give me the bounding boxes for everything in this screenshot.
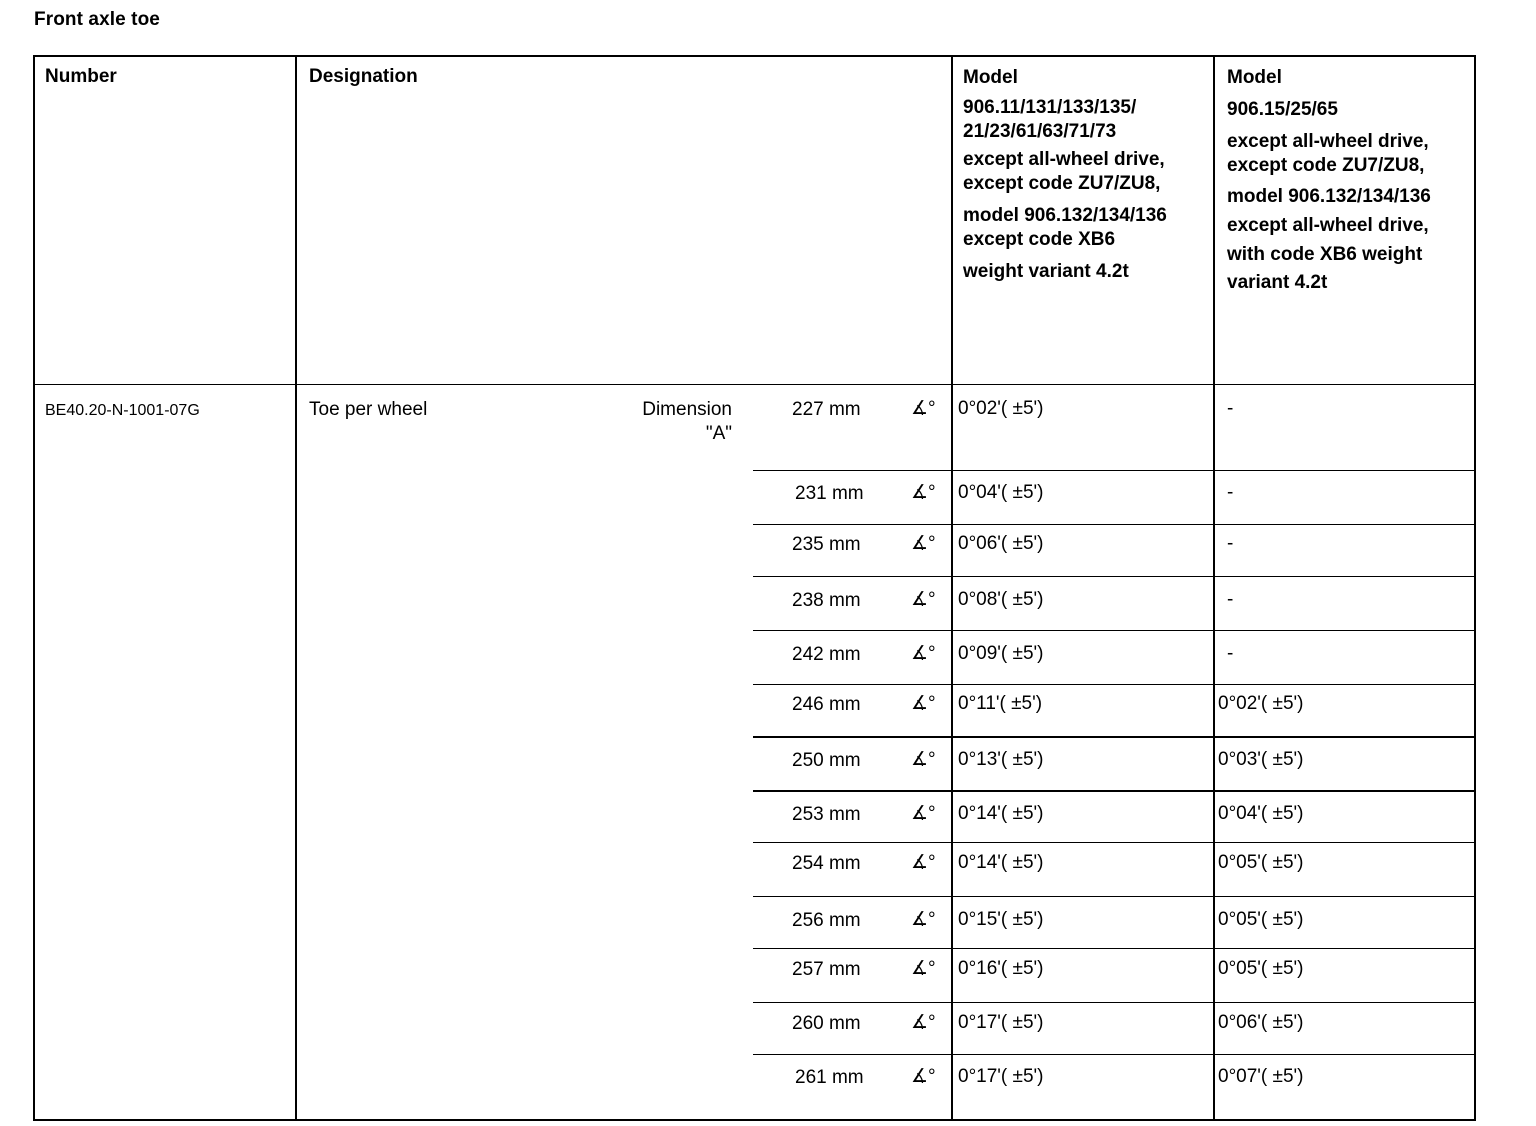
header-model-a-line: except code ZU7/ZU8, [963,173,1161,194]
angle-icon: ∡° [911,1066,936,1087]
toe-value-model-a: 0°08'( ±5') [958,589,1044,610]
angle-icon: ∡° [911,749,936,770]
toe-value-model-b: 0°05'( ±5') [1218,852,1304,873]
dimension-value: 260 mm [792,1013,861,1034]
toe-value-model-a: 0°11'( ±5') [958,693,1043,714]
toe-value-model-b: 0°04'( ±5') [1218,803,1304,824]
header-model-a-line: 21/23/61/63/71/73 [963,121,1117,142]
column-divider-designation [951,57,953,1119]
angle-icon: ∡° [911,909,936,930]
row-divider [753,524,1474,525]
header-model-b-line: variant 4.2t [1227,272,1328,293]
row-divider [753,470,1474,471]
dimension-label-line1: Dimension [642,399,732,420]
row-divider [753,1054,1474,1055]
header-model-a-line: except all-wheel drive, [963,149,1165,170]
dimension-value: 253 mm [792,804,861,825]
toe-value-model-a: 0°17'( ±5') [958,1012,1044,1033]
header-number: Number [45,66,117,87]
header-model-a-line: weight variant 4.2t [963,261,1129,282]
toe-value-model-a: 0°14'( ±5') [958,852,1044,873]
toe-value-model-a: 0°04'( ±5') [958,482,1044,503]
header-model-b [1227,66,1431,295]
toe-value-model-a: 0°15'( ±5') [958,909,1044,930]
header-model-a [963,66,1167,284]
header-model-a-line: 906.11/131/133/135/ [963,97,1137,118]
row-divider [753,576,1474,577]
header-model-b-line: except all-wheel drive, [1227,215,1429,236]
toe-value-model-b: 0°03'( ±5') [1218,749,1304,770]
dimension-value: 246 mm [792,694,861,715]
row-divider [753,1002,1474,1003]
angle-icon: ∡° [911,803,936,824]
header-model-b-line: except all-wheel drive, [1227,131,1429,152]
toe-value-model-b: 0°07'( ±5') [1218,1066,1304,1087]
toe-value-model-a: 0°06'( ±5') [958,533,1044,554]
toe-value-model-b: - [1227,482,1234,503]
row-divider [753,948,1474,949]
angle-icon: ∡° [911,398,936,419]
angle-icon: ∡° [911,693,936,714]
angle-icon: ∡° [911,1012,936,1033]
toe-spec-table [33,55,1476,1121]
header-model-b-line: except code ZU7/ZU8, [1227,155,1425,176]
toe-value-model-b: - [1227,589,1234,610]
header-model-a-line: except code XB6 [963,229,1116,250]
column-divider-model-a [1213,57,1215,1119]
header-model-a-line: model 906.132/134/136 [963,205,1167,226]
toe-value-model-b: 0°05'( ±5') [1218,909,1304,930]
toe-value-model-a: 0°14'( ±5') [958,803,1044,824]
designation-text: Toe per wheel [309,399,428,420]
dimension-value: 261 mm [795,1067,864,1088]
dimension-value: 250 mm [792,750,861,771]
toe-value-model-b: 0°02'( ±5') [1218,693,1304,714]
header-model-b-line: model 906.132/134/136 [1227,186,1431,207]
header-model-b-line: 906.15/25/65 [1227,99,1338,120]
dimension-value: 257 mm [792,959,861,980]
header-model-b-line: with code XB6 weight [1227,244,1423,265]
header-divider [35,384,1474,385]
dimension-value: 238 mm [792,590,861,611]
row-divider [753,630,1474,631]
dimension-value: 231 mm [795,483,864,504]
angle-icon: ∡° [911,533,936,554]
toe-value-model-a: 0°13'( ±5') [958,749,1044,770]
dimension-value: 227 mm [792,399,861,420]
dimension-value: 254 mm [792,853,861,874]
spec-number: BE40.20-N-1001-07G [45,402,200,419]
row-divider [753,736,1474,738]
dimension-value: 235 mm [792,534,861,555]
angle-icon: ∡° [911,589,936,610]
row-divider [753,790,1474,792]
row-divider [753,896,1474,897]
column-divider-number [295,57,297,1119]
toe-value-model-a: 0°17'( ±5') [958,1066,1044,1087]
dimension-value: 256 mm [792,910,861,931]
angle-icon: ∡° [911,482,936,503]
header-model-a-line: Model [963,67,1018,88]
toe-value-model-b: 0°05'( ±5') [1218,958,1304,979]
header-designation: Designation [309,66,418,87]
toe-value-model-a: 0°02'( ±5') [958,398,1044,419]
dimension-value: 242 mm [792,644,861,665]
toe-value-model-a: 0°16'( ±5') [958,958,1044,979]
dimension-label-line2: "A" [705,423,732,444]
row-divider [753,684,1474,685]
angle-icon: ∡° [911,643,936,664]
row-divider [753,842,1474,843]
toe-value-model-b: - [1227,643,1234,664]
angle-icon: ∡° [911,958,936,979]
page-title: Front axle toe [34,9,160,30]
toe-value-model-b: - [1227,398,1234,419]
header-model-b-line: Model [1227,67,1282,88]
toe-value-model-b: 0°06'( ±5') [1218,1012,1304,1033]
toe-value-model-a: 0°09'( ±5') [958,643,1044,664]
dimension-label [642,398,732,446]
angle-icon: ∡° [911,852,936,873]
toe-value-model-b: - [1227,533,1234,554]
